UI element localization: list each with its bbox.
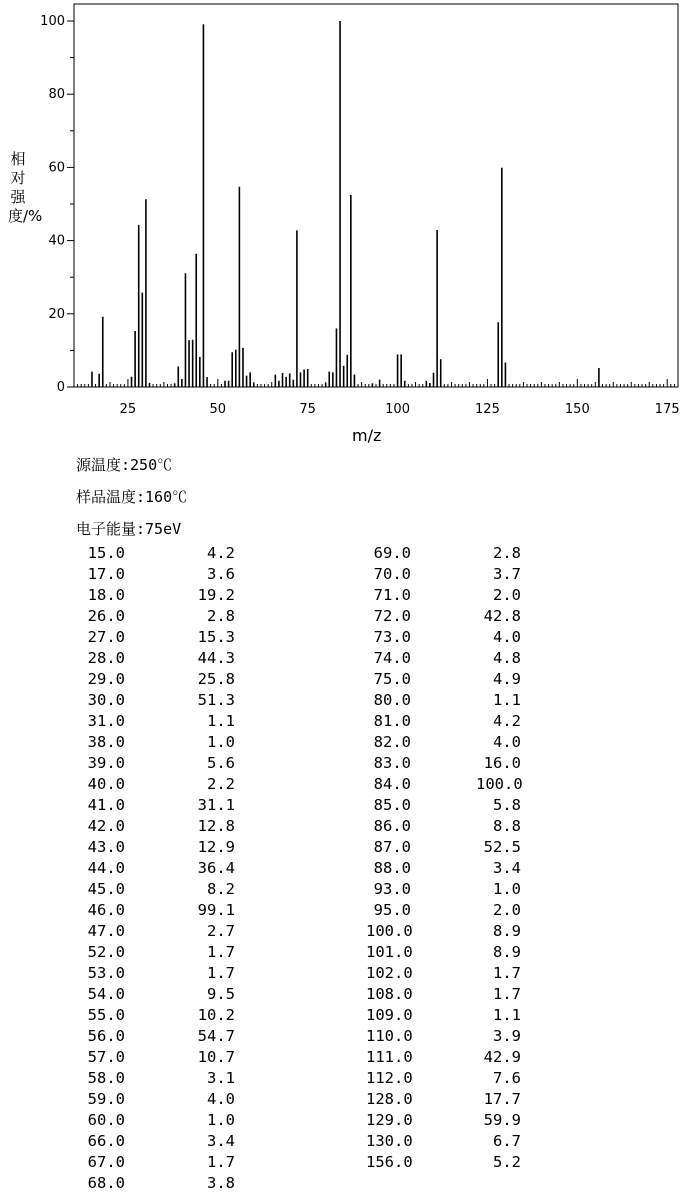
abundance-value: 1.1 bbox=[207, 712, 235, 730]
y-tick-label: 0 bbox=[56, 380, 65, 395]
x-axis-label: m/z bbox=[352, 426, 382, 445]
mz-value: 42.0 bbox=[87, 817, 125, 835]
mz-value: 18.0 bbox=[87, 586, 125, 604]
mz-value: 15.0 bbox=[87, 544, 125, 562]
abundance-value: 1.0 bbox=[207, 733, 235, 751]
abundance-value: 2.2 bbox=[207, 775, 235, 793]
mz-value: 43.0 bbox=[87, 838, 125, 856]
mz-value: 58.0 bbox=[87, 1069, 125, 1087]
mz-value: 102.0 bbox=[366, 964, 413, 982]
mz-value: 75.0 bbox=[373, 670, 411, 688]
mz-value: 95.0 bbox=[373, 901, 411, 919]
abundance-value: 10.7 bbox=[197, 1048, 235, 1066]
mz-value: 100.0 bbox=[366, 922, 413, 940]
x-tick-label: 25 bbox=[119, 402, 137, 417]
abundance-value: 59.9 bbox=[483, 1111, 521, 1129]
abundance-value: 1.7 bbox=[207, 1153, 235, 1171]
abundance-value: 7.6 bbox=[493, 1069, 521, 1087]
abundance-value: 52.5 bbox=[483, 838, 521, 856]
abundance-value: 3.4 bbox=[207, 1132, 235, 1150]
y-tick-label: 80 bbox=[48, 87, 65, 103]
mass-spectrum-chart bbox=[0, 0, 680, 450]
peak-bars bbox=[92, 21, 599, 387]
x-tick-label: 175 bbox=[654, 402, 680, 417]
abundance-value: 2.0 bbox=[493, 901, 521, 919]
abundance-value: 99.1 bbox=[197, 901, 235, 919]
mz-value: 108.0 bbox=[366, 985, 413, 1003]
y-tick-label: 20 bbox=[48, 306, 65, 322]
abundance-value: 54.7 bbox=[197, 1027, 235, 1045]
abundance-value: 1.7 bbox=[207, 964, 235, 982]
abundance-value: 4.2 bbox=[493, 712, 521, 730]
y-axis-label bbox=[8, 150, 43, 226]
mz-value: 30.0 bbox=[87, 691, 125, 709]
mz-value: 46.0 bbox=[87, 901, 125, 919]
mz-value: 110.0 bbox=[366, 1027, 413, 1045]
mz-value: 111.0 bbox=[366, 1048, 413, 1066]
abundance-value: 1.7 bbox=[493, 964, 521, 982]
x-tick-label: 150 bbox=[564, 402, 590, 417]
abundance-value: 1.0 bbox=[207, 1111, 235, 1129]
mz-value: 55.0 bbox=[87, 1006, 125, 1024]
mz-value: 39.0 bbox=[87, 754, 125, 772]
mz-value: 28.0 bbox=[87, 649, 125, 667]
y-tick-label: 40 bbox=[48, 233, 65, 249]
mz-value: 41.0 bbox=[87, 796, 125, 814]
abundance-value: 8.9 bbox=[493, 943, 521, 961]
abundance-value: 1.1 bbox=[493, 691, 521, 709]
abundance-value: 6.7 bbox=[493, 1132, 521, 1150]
abundance-value: 2.7 bbox=[207, 922, 235, 940]
mz-value: 82.0 bbox=[373, 733, 411, 751]
abundance-value: 100.0 bbox=[476, 775, 523, 793]
abundance-value: 1.7 bbox=[207, 943, 235, 961]
abundance-value: 51.3 bbox=[197, 691, 235, 709]
mz-value: 129.0 bbox=[366, 1111, 413, 1129]
axis-ticks bbox=[40, 14, 679, 417]
abundance-value: 3.4 bbox=[493, 859, 521, 877]
mz-value: 72.0 bbox=[373, 607, 411, 625]
mz-value: 101.0 bbox=[366, 943, 413, 961]
abundance-value: 9.5 bbox=[207, 985, 235, 1003]
mz-value: 67.0 bbox=[87, 1153, 125, 1171]
abundance-value: 44.3 bbox=[197, 649, 235, 667]
mz-value: 66.0 bbox=[87, 1132, 125, 1150]
abundance-value: 4.2 bbox=[207, 544, 235, 562]
mz-value: 71.0 bbox=[373, 586, 411, 604]
mz-value: 85.0 bbox=[373, 796, 411, 814]
plot-frame bbox=[74, 4, 678, 387]
mz-value: 38.0 bbox=[87, 733, 125, 751]
x-tick-label: 50 bbox=[209, 402, 227, 417]
mz-value: 45.0 bbox=[87, 880, 125, 898]
mz-value: 83.0 bbox=[373, 754, 411, 772]
abundance-value: 1.1 bbox=[493, 1006, 521, 1024]
mz-value: 52.0 bbox=[87, 943, 125, 961]
abundance-value: 4.0 bbox=[207, 1090, 235, 1108]
abundance-value: 5.8 bbox=[493, 796, 521, 814]
abundance-value: 1.7 bbox=[493, 985, 521, 1003]
abundance-value: 12.8 bbox=[197, 817, 235, 835]
abundance-value: 8.8 bbox=[493, 817, 521, 835]
abundance-value: 5.2 bbox=[493, 1153, 521, 1171]
mz-value: 109.0 bbox=[366, 1006, 413, 1024]
mz-value: 31.0 bbox=[87, 712, 125, 730]
sample-temperature: 样品温度:160℃ bbox=[76, 488, 188, 506]
abundance-value: 10.2 bbox=[197, 1006, 235, 1024]
mz-value: 60.0 bbox=[87, 1111, 125, 1129]
mz-value: 130.0 bbox=[366, 1132, 413, 1150]
abundance-value: 19.2 bbox=[197, 586, 235, 604]
mz-value: 93.0 bbox=[373, 880, 411, 898]
abundance-value: 17.7 bbox=[483, 1090, 521, 1108]
electron-energy: 电子能量:75eV bbox=[76, 520, 182, 538]
abundance-value: 3.8 bbox=[207, 1174, 235, 1192]
abundance-value: 5.6 bbox=[207, 754, 235, 772]
mz-value: 156.0 bbox=[366, 1153, 413, 1171]
abundance-value: 3.1 bbox=[207, 1069, 235, 1087]
abundance-value: 4.8 bbox=[493, 649, 521, 667]
abundance-value: 15.3 bbox=[197, 628, 235, 646]
abundance-value: 4.0 bbox=[493, 628, 521, 646]
abundance-value: 1.0 bbox=[493, 880, 521, 898]
abundance-value: 3.7 bbox=[493, 565, 521, 583]
mz-value: 73.0 bbox=[373, 628, 411, 646]
mz-value: 80.0 bbox=[373, 691, 411, 709]
abundance-value: 4.9 bbox=[493, 670, 521, 688]
abundance-value: 3.6 bbox=[207, 565, 235, 583]
abundance-value: 42.9 bbox=[483, 1048, 521, 1066]
mz-value: 69.0 bbox=[373, 544, 411, 562]
abundance-value: 16.0 bbox=[483, 754, 521, 772]
mz-value: 26.0 bbox=[87, 607, 125, 625]
mz-value: 70.0 bbox=[373, 565, 411, 583]
abundance-value: 2.8 bbox=[493, 544, 521, 562]
abundance-value: 25.8 bbox=[197, 670, 235, 688]
y-tick-label: 60 bbox=[48, 160, 65, 176]
mz-value: 88.0 bbox=[373, 859, 411, 877]
x-tick-label: 100 bbox=[385, 402, 410, 417]
mz-value: 59.0 bbox=[87, 1090, 125, 1108]
mz-value: 74.0 bbox=[373, 649, 411, 667]
abundance-value: 36.4 bbox=[197, 859, 235, 877]
mz-value: 29.0 bbox=[87, 670, 125, 688]
abundance-value: 12.9 bbox=[197, 838, 235, 856]
mz-value: 128.0 bbox=[366, 1090, 413, 1108]
mz-value: 81.0 bbox=[373, 712, 411, 730]
mz-value: 87.0 bbox=[373, 838, 411, 856]
abundance-value: 4.0 bbox=[493, 733, 521, 751]
mz-value: 84.0 bbox=[373, 775, 411, 793]
abundance-value: 2.0 bbox=[493, 586, 521, 604]
mz-value: 56.0 bbox=[87, 1027, 125, 1045]
mz-value: 40.0 bbox=[87, 775, 125, 793]
mz-value: 17.0 bbox=[87, 565, 125, 583]
mz-value: 47.0 bbox=[87, 922, 125, 940]
x-tick-label: 75 bbox=[299, 402, 316, 417]
abundance-value: 8.9 bbox=[493, 922, 521, 940]
abundance-value: 42.8 bbox=[483, 607, 521, 625]
mz-value: 53.0 bbox=[87, 964, 125, 982]
abundance-value: 31.1 bbox=[197, 796, 235, 814]
abundance-value: 8.2 bbox=[207, 880, 235, 898]
mz-value: 86.0 bbox=[373, 817, 411, 835]
mz-value: 27.0 bbox=[87, 628, 125, 646]
source-temperature: 源温度:250℃ bbox=[76, 456, 173, 474]
y-tick-label: 100 bbox=[40, 14, 65, 29]
mz-value: 112.0 bbox=[366, 1069, 413, 1087]
abundance-value: 3.9 bbox=[493, 1027, 521, 1045]
y-axis-label-text: 相对强度/% bbox=[8, 150, 43, 225]
mz-value: 44.0 bbox=[87, 859, 125, 877]
mz-value: 57.0 bbox=[87, 1048, 125, 1066]
x-tick-label: 125 bbox=[475, 402, 500, 417]
mz-value: 68.0 bbox=[87, 1174, 125, 1192]
mz-value: 54.0 bbox=[87, 985, 125, 1003]
abundance-value: 2.8 bbox=[207, 607, 235, 625]
